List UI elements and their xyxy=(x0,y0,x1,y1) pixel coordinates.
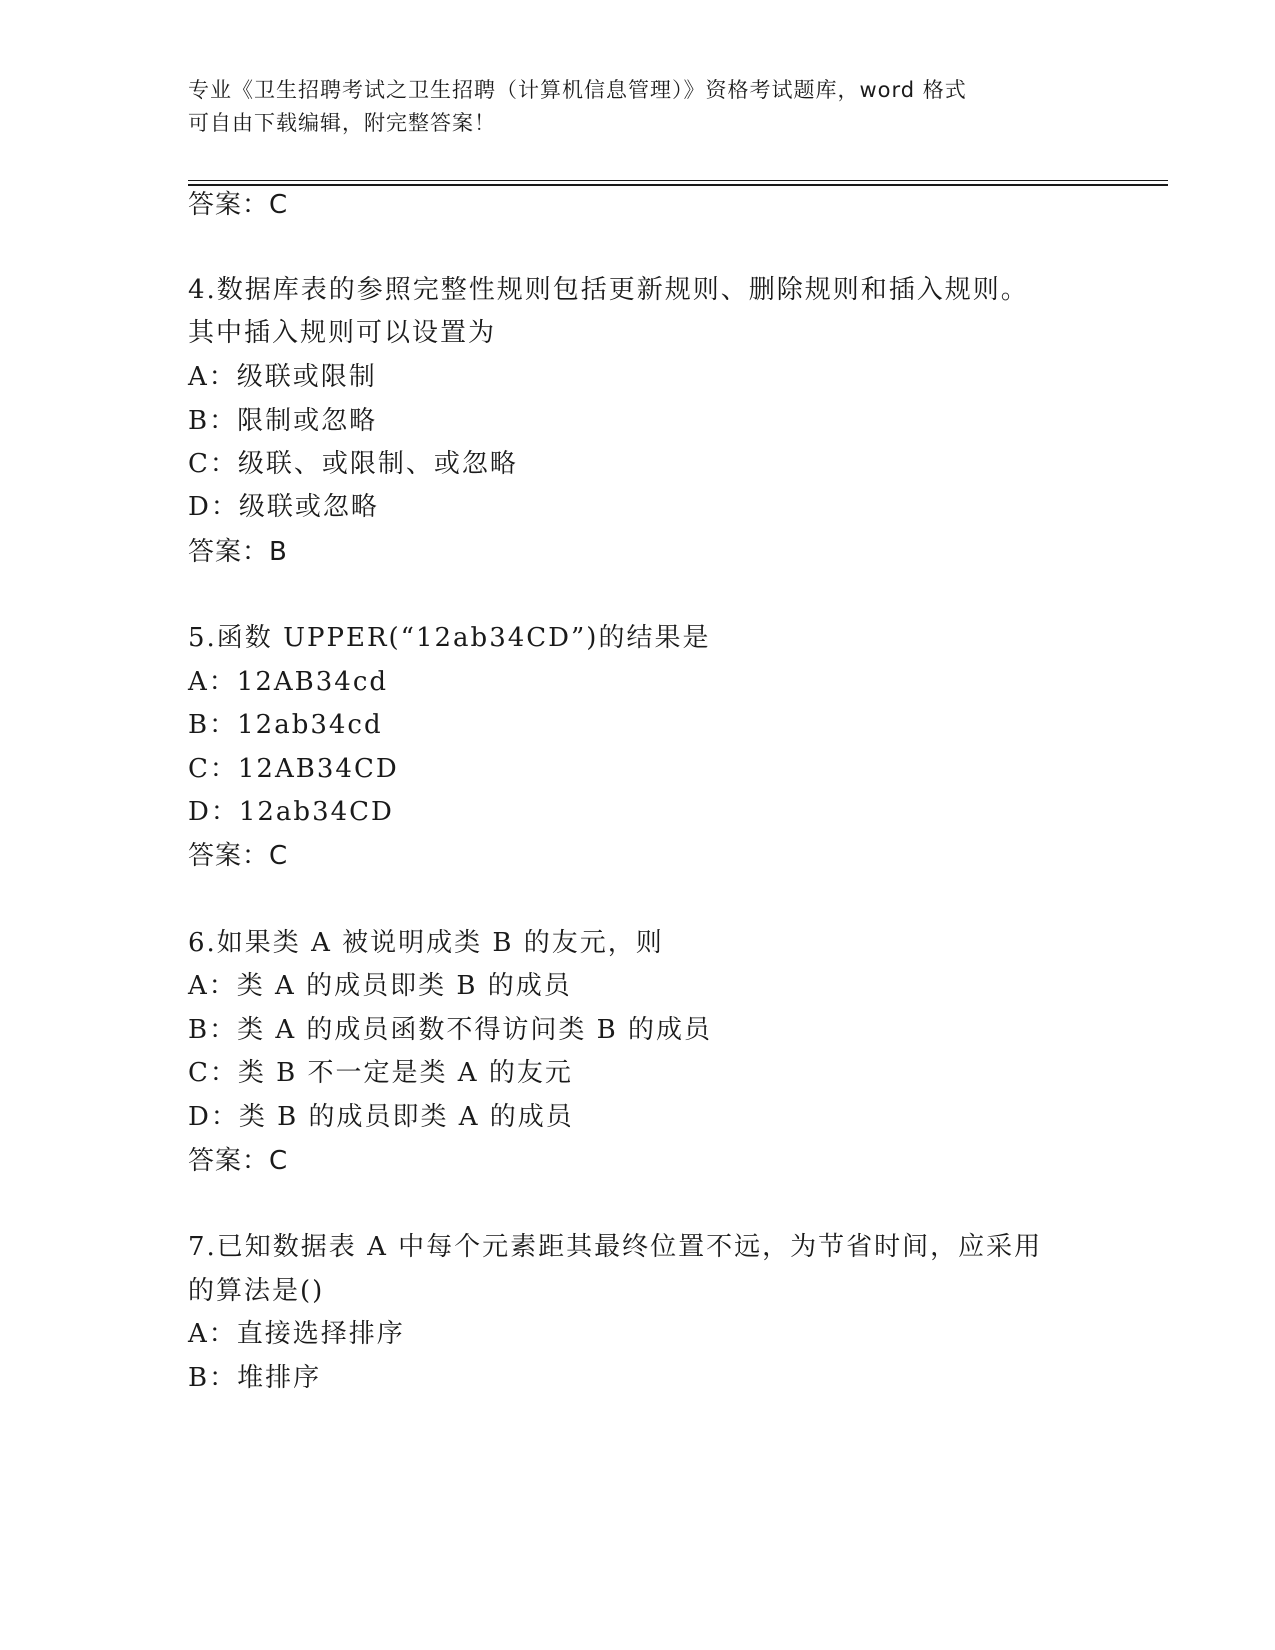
question-6-option-a: A：类 A 的成员即类 B 的成员 xyxy=(188,971,572,1001)
question-4-option-a: A：级联或限制 xyxy=(188,362,377,392)
question-4-stem-line-1: 4.数据库表的参照完整性规则包括更新规则、删除规则和插入规则。 xyxy=(188,275,1029,305)
question-6-option-b: B：类 A 的成员函数不得访问类 B 的成员 xyxy=(188,1015,713,1045)
question-5-option-c: C：12AB34CD xyxy=(188,754,399,784)
document-header xyxy=(188,74,1088,140)
header-rule-thick xyxy=(188,184,1168,186)
question-5-option-b: B：12ab34cd xyxy=(188,710,383,740)
question-5-stem: 5.函数 UPPER(“12ab34CD”)的结果是 xyxy=(188,623,711,653)
question-7-stem-line-1: 7.已知数据表 A 中每个元素距其最终位置不远，为节省时间，应采用 xyxy=(188,1232,1043,1262)
question-4-option-c: C：级联、或限制、或忽略 xyxy=(188,449,518,479)
header-line-1: 专业《卫生招聘考试之卫生招聘（计算机信息管理）》资格考试题库，word 格式 xyxy=(188,78,967,102)
question-7-option-a: A：直接选择排序 xyxy=(188,1319,405,1349)
question-4-answer: 答案：B xyxy=(188,537,288,567)
question-4-option-d: D：级联或忽略 xyxy=(188,492,379,522)
question-5-answer: 答案：C xyxy=(188,841,289,871)
question-6-stem: 6.如果类 A 被说明成类 B 的友元，则 xyxy=(188,928,664,958)
question-4-stem-line-2: 其中插入规则可以设置为 xyxy=(188,318,497,348)
question-6-answer: 答案：C xyxy=(188,1146,289,1176)
question-6-option-c: C：类 B 不一定是类 A 的友元 xyxy=(188,1058,573,1088)
question-4-option-b: B：限制或忽略 xyxy=(188,406,378,436)
header-rule-thin xyxy=(188,180,1168,181)
question-7-option-b: B：堆排序 xyxy=(188,1363,322,1393)
question-7-stem-line-2: 的算法是() xyxy=(188,1276,325,1306)
question-5-option-a: A：12AB34cd xyxy=(188,667,389,697)
header-line-2: 可自由下载编辑，附完整答案！ xyxy=(188,111,496,135)
question-6-option-d: D：类 B 的成员即类 A 的成员 xyxy=(188,1102,574,1132)
answer-previous: 答案：C xyxy=(188,190,289,220)
question-5-option-d: D：12ab34CD xyxy=(188,797,394,827)
